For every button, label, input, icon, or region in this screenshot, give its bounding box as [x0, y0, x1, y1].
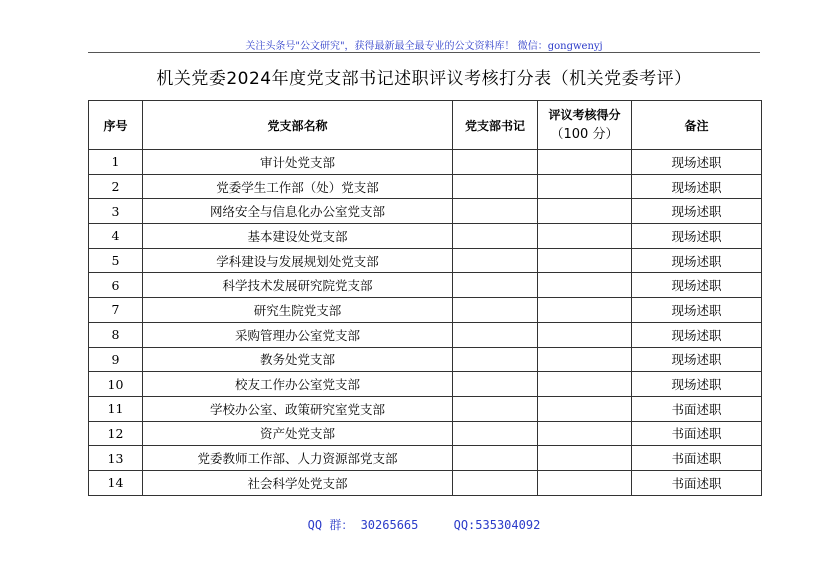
- row-branch-name: 党委教师工作部、人力资源部党支部: [143, 446, 453, 471]
- row-branch-name: 资产处党支部: [143, 421, 453, 446]
- footer-qq: QQ:535304092: [453, 518, 541, 532]
- header-score: [538, 101, 632, 150]
- header-score-max: （100 分）: [550, 127, 619, 142]
- row-branch-name: 网络安全与信息化办公室党支部: [143, 199, 453, 224]
- row-note: 现场述职: [632, 372, 762, 397]
- row-score[interactable]: [538, 273, 632, 298]
- row-score[interactable]: [538, 470, 632, 495]
- row-branch-name: 基本建设处党支部: [143, 224, 453, 249]
- row-score[interactable]: [538, 248, 632, 273]
- row-score[interactable]: [538, 396, 632, 421]
- row-index: 8: [89, 322, 143, 347]
- row-branch-name: 社会科学处党支部: [143, 470, 453, 495]
- header-index: 序号: [89, 101, 143, 150]
- row-index: 6: [89, 273, 143, 298]
- row-index: 12: [89, 421, 143, 446]
- row-note: 书面述职: [632, 421, 762, 446]
- header-divider: [88, 52, 760, 53]
- row-score[interactable]: [538, 174, 632, 199]
- table-row: [89, 150, 762, 175]
- table-row: [89, 248, 762, 273]
- row-secretary[interactable]: [453, 421, 538, 446]
- row-secretary[interactable]: [453, 347, 538, 372]
- row-branch-name: 党委学生工作部（处）党支部: [143, 174, 453, 199]
- header-note: 关注头条号"公文研究"，获得最新最全最专业的公文资料库！ 微信：gongwenyj: [245, 41, 603, 52]
- header-secretary: 党支部书记: [453, 101, 538, 150]
- row-branch-name: 学科建设与发展规划处党支部: [143, 248, 453, 273]
- row-note: 现场述职: [632, 298, 762, 323]
- row-secretary[interactable]: [453, 372, 538, 397]
- row-score[interactable]: [538, 298, 632, 323]
- row-note: 现场述职: [632, 224, 762, 249]
- row-note: 现场述职: [632, 174, 762, 199]
- row-note: 现场述职: [632, 322, 762, 347]
- row-branch-name: 教务处党支部: [143, 347, 453, 372]
- table-row: [89, 298, 762, 323]
- footer-contact: [88, 516, 760, 533]
- row-secretary[interactable]: [453, 396, 538, 421]
- row-branch-name: 校友工作办公室党支部: [143, 372, 453, 397]
- score-table: [88, 100, 762, 496]
- row-note: 现场述职: [632, 199, 762, 224]
- row-score[interactable]: [538, 421, 632, 446]
- row-index: 10: [89, 372, 143, 397]
- table-row: [89, 470, 762, 495]
- row-secretary[interactable]: [453, 150, 538, 175]
- table-row: [89, 446, 762, 471]
- header-branch-name: 党支部名称: [143, 101, 453, 150]
- row-index: 1: [89, 150, 143, 175]
- table-row: [89, 372, 762, 397]
- row-score[interactable]: [538, 150, 632, 175]
- row-branch-name: 审计处党支部: [143, 150, 453, 175]
- row-index: 11: [89, 396, 143, 421]
- table-row: [89, 224, 762, 249]
- row-secretary[interactable]: [453, 322, 538, 347]
- row-index: 3: [89, 199, 143, 224]
- row-secretary[interactable]: [453, 248, 538, 273]
- header-score-title: 评议考核得分: [548, 108, 621, 122]
- table-row: [89, 273, 762, 298]
- row-note: 现场述职: [632, 150, 762, 175]
- row-score[interactable]: [538, 199, 632, 224]
- row-note: 现场述职: [632, 248, 762, 273]
- row-score[interactable]: [538, 224, 632, 249]
- row-index: 7: [89, 298, 143, 323]
- row-index: 14: [89, 470, 143, 495]
- table-row: [89, 322, 762, 347]
- row-secretary[interactable]: [453, 199, 538, 224]
- row-index: 5: [89, 248, 143, 273]
- header-note: 备注: [632, 101, 762, 150]
- row-score[interactable]: [538, 322, 632, 347]
- table-row: [89, 199, 762, 224]
- row-score[interactable]: [538, 372, 632, 397]
- row-branch-name: 科学技术发展研究院党支部: [143, 273, 453, 298]
- table-header-row: [89, 101, 762, 150]
- table-row: [89, 396, 762, 421]
- table-row: [89, 421, 762, 446]
- row-note: 现场述职: [632, 347, 762, 372]
- table-row: [89, 174, 762, 199]
- row-branch-name: 研究生院党支部: [143, 298, 453, 323]
- row-secretary[interactable]: [453, 174, 538, 199]
- row-note: 书面述职: [632, 446, 762, 471]
- row-score[interactable]: [538, 347, 632, 372]
- row-secretary[interactable]: [453, 224, 538, 249]
- table-row: [89, 347, 762, 372]
- row-index: 9: [89, 347, 143, 372]
- footer-qq-group: QQ 群： 30265665: [307, 518, 419, 532]
- row-secretary[interactable]: [453, 446, 538, 471]
- row-secretary[interactable]: [453, 273, 538, 298]
- row-branch-name: 学校办公室、政策研究室党支部: [143, 396, 453, 421]
- row-secretary[interactable]: [453, 470, 538, 495]
- row-note: 书面述职: [632, 470, 762, 495]
- row-index: 2: [89, 174, 143, 199]
- row-index: 4: [89, 224, 143, 249]
- row-index: 13: [89, 446, 143, 471]
- row-branch-name: 采购管理办公室党支部: [143, 322, 453, 347]
- row-secretary[interactable]: [453, 298, 538, 323]
- page-title: 机关党委2024年度党支部书记述职评议考核打分表（机关党委考评）: [156, 69, 692, 89]
- row-score[interactable]: [538, 446, 632, 471]
- row-note: 现场述职: [632, 273, 762, 298]
- row-note: 书面述职: [632, 396, 762, 421]
